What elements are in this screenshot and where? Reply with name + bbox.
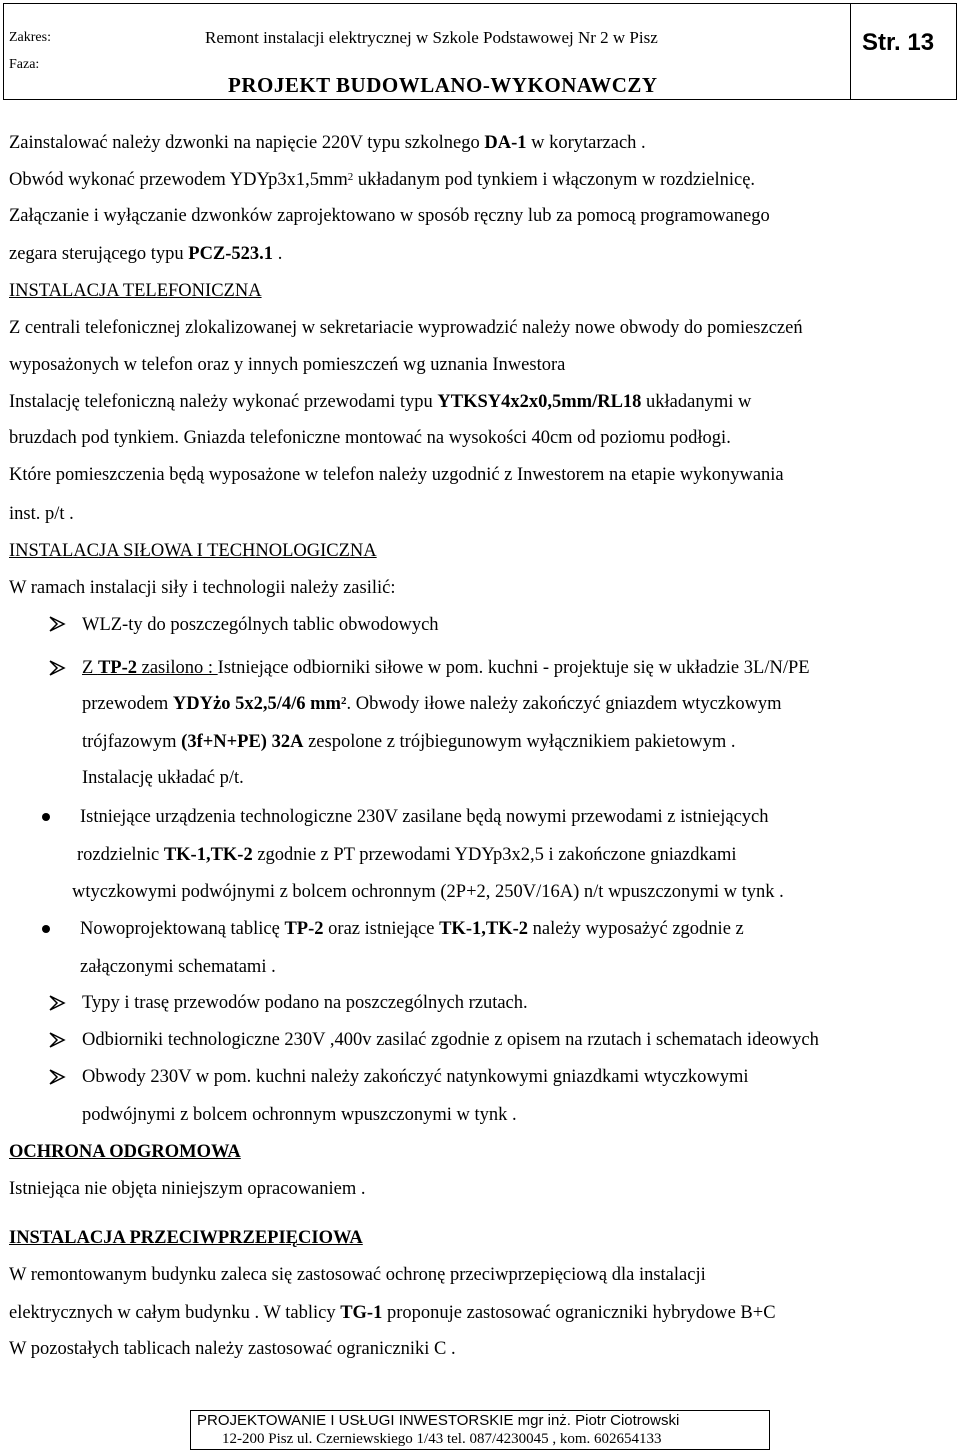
tel-line-4: bruzdach pod tynkiem. Gniazda telefoniczne montować na wysokości 40cm od poziomu podłogi. — [9, 428, 731, 448]
tel-line-1: Z centrali telefonicznej zlokalizowanej w sekretariacie wyprowadzić należy nowe obwody do pomieszczeń — [9, 318, 803, 338]
silowa-bullet-2-line-4: Instalację układać p/t. — [82, 768, 244, 788]
arrow-bullet-icon — [48, 659, 66, 677]
arrow-bullet-icon — [48, 615, 66, 633]
silowa-bullet-3: Typy i trasę przewodów podano na poszczególnych rzutach. — [82, 993, 528, 1013]
silowa-bullet-5-line-2: podwójnymi z bolcem ochronnym wpuszczonymi w tynk . — [82, 1105, 517, 1125]
section-heading-silowa: INSTALACJA SIŁOWA I TECHNOLOGICZNA — [9, 541, 377, 561]
silowa-bullet-2-line-1: Z TP-2 zasilono : Istniejące odbiorniki siłowe w pom. kuchni - projektuje się w układzie 3L/N/PE — [82, 658, 810, 678]
silowa-bullet-4: Odbiorniki technologiczne 230V ,400v zasilać zgodnie z opisem na rzutach i schematach ideowych — [82, 1030, 819, 1050]
silowa-bullet-2-line-3: trójfazowym (3f+N+PE) 32A zespolone z trójbiegunowym wyłącznikiem pakietowym . — [82, 732, 736, 752]
silowa-dot-1-line-2: rozdzielnic TK-1,TK-2 zgodnie z PT przewodami YDYp3x2,5 i zakończone gniazdkami — [77, 845, 737, 865]
zakres-label: Zakres: — [9, 30, 51, 45]
dot-bullet-icon — [42, 925, 50, 933]
intro-line-4: zegara sterującego typu PCZ-523.1 . — [9, 244, 283, 264]
silowa-dot-2-line-2: załączonymi schematami . — [80, 957, 276, 977]
intro-line-1: Zainstalować należy dzwonki na napięcie 220V typu szkolnego DA-1 w korytarzach . — [9, 133, 646, 153]
odgrom-line-1: Istniejąca nie objęta niniejszym opracowaniem . — [9, 1179, 366, 1199]
dot-bullet-icon — [42, 813, 50, 821]
silowa-dot-1-line-3: wtyczkowymi podwójnymi z bolcem ochronnym (2P+2, 250V/16A) n/t wpuszczonymi w tynk . — [72, 882, 784, 902]
document-title: Remont instalacji elektrycznej w Szkole Podstawowej Nr 2 w Pisz — [205, 28, 658, 47]
silowa-bullet-5-line-1: Obwody 230V w pom. kuchni należy zakończyć natynkowymi gniazdkami wtyczkowymi — [82, 1067, 749, 1087]
tel-line-2: wyposażonych w telefon oraz y innych pomieszczeń wg uznania Inwestora — [9, 355, 566, 375]
arrow-bullet-icon — [48, 1031, 66, 1049]
tel-line-5: Które pomieszczenia będą wyposażone w telefon należy uzgodnić z Inwestorem na etapie wykonywania — [9, 465, 784, 485]
silowa-dot-2-line-1: Nowoprojektowaną tablicę TP-2 oraz istniejące TK-1,TK-2 należy wyposażyć zgodnie z — [80, 919, 744, 939]
silowa-line-1: W ramach instalacji siły i technologii należy zasilić: — [9, 578, 396, 598]
project-type: PROJEKT BUDOWLANO-WYKONAWCZY — [228, 73, 658, 97]
section-heading-odgrom: OCHRONA ODGROMOWA — [9, 1142, 241, 1162]
section-heading-przepiec: INSTALACJA PRZECIWPRZEPIĘCIOWA — [9, 1228, 363, 1248]
przepiec-line-3: W pozostałych tablicach należy zastosować ograniczniki C . — [9, 1339, 456, 1359]
arrow-bullet-icon — [48, 1068, 66, 1086]
silowa-bullet-1: WLZ-ty do poszczególnych tablic obwodowych — [82, 615, 439, 635]
footer-address: 12-200 Pisz ul. Czerniewskiego 1/43 tel. 087/4230045 , kom. 602654133 — [222, 1431, 662, 1447]
faza-label: Faza: — [9, 57, 40, 72]
przepiec-line-2: elektrycznych w całym budynku . W tablicy TG-1 proponuje zastosować ograniczniki hybrydowe B+C — [9, 1303, 776, 1323]
section-heading-tel: INSTALACJA TELEFONICZNA — [9, 281, 262, 301]
intro-line-2: Obwód wykonać przewodem $YDYp3x1,5mm^2$ układanym pod tynkiem i włączonym w rozdzielnicę. — [9, 170, 756, 190]
arrow-bullet-icon — [48, 994, 66, 1012]
silowa-bullet-2-line-2: przewodem YDYżo 5x2,5/4/6 $mm^2$. Obwody iłowe należy zakończyć gniazdem wtyczkowym — [82, 694, 782, 714]
tel-line-6: inst. p/t . — [9, 504, 74, 524]
page-number: Str. 13 — [862, 29, 935, 56]
header-divider — [850, 3, 851, 100]
tel-line-3: Instalację telefoniczną należy wykonać przewodami typu YTKSY4x2x0,5mm/RL18 układanymi w — [9, 392, 752, 412]
przepiec-line-1: W remontowanym budynku zaleca się zastosować ochronę przeciwprzepięciową dla instalacji — [9, 1265, 706, 1285]
silowa-dot-1-line-1: Istniejące urządzenia technologiczne 230V zasilane będą nowymi przewodami z istniejących — [80, 807, 769, 827]
intro-line-3: Załączanie i wyłączanie dzwonków zaprojektowano w sposób ręczny lub za pomocą programowanego — [9, 206, 770, 226]
footer-company: PROJEKTOWANIE I USŁUGI INWESTORSKIE mgr inż. Piotr Ciotrowski — [197, 1412, 680, 1429]
